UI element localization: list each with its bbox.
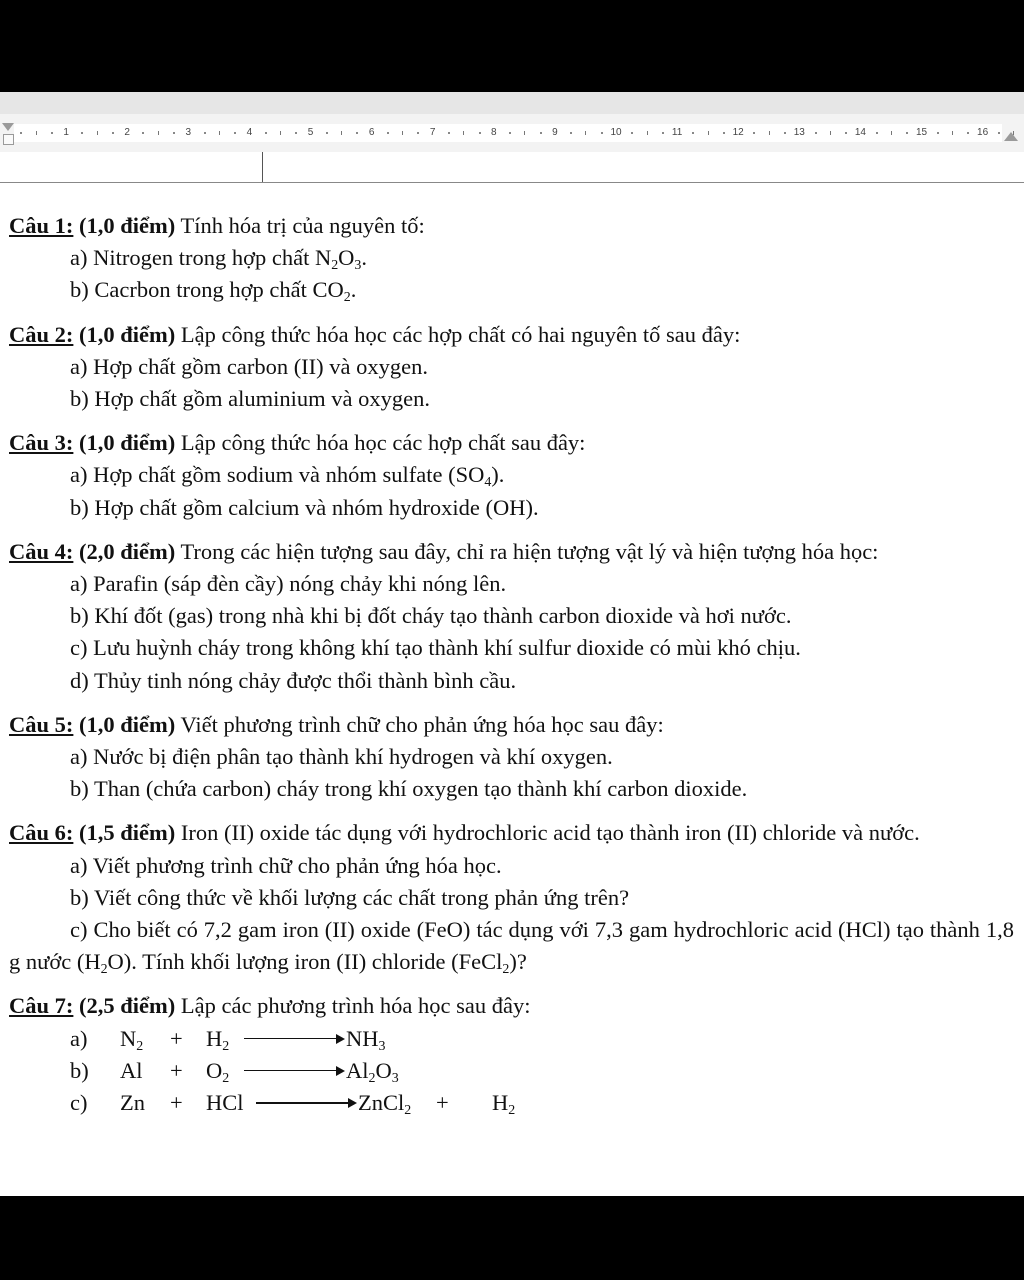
ruler-tick: [891, 131, 892, 135]
left-indent-marker-icon[interactable]: [3, 134, 14, 145]
ruler-dot: [112, 132, 114, 134]
ruler-dot: [295, 132, 297, 134]
question-text: Trong các hiện tượng sau đây, chỉ ra hiện tượng vật lý và hiện tượng hóa học:: [175, 538, 879, 564]
ruler-dot: [51, 132, 53, 134]
question-tag: Câu 6:: [9, 820, 74, 846]
reaction-arrow-icon: [254, 1093, 358, 1113]
list-item: a) Viết phương trình chữ cho phản ứng hóa học.: [70, 852, 502, 878]
horizontal-ruler[interactable]: [0, 114, 1024, 153]
ruler-tick: [341, 131, 342, 135]
ruler-dot: [753, 132, 755, 134]
ruler-tick: [1013, 131, 1014, 135]
ruler-dot: [81, 132, 83, 134]
question-text: Lập công thức hóa học các hợp chất sau đây:: [175, 430, 586, 456]
ruler-tick: [524, 131, 525, 135]
ruler-dot: [815, 132, 817, 134]
ruler-dot: [204, 132, 206, 134]
ruler-dot: [601, 132, 603, 134]
equation-b: b) Al + $O_2$ $Al_2O_3$: [70, 1057, 399, 1086]
question-3: [9, 427, 1014, 524]
ruler-dot: [20, 132, 22, 134]
ruler-number: 12: [732, 127, 744, 138]
list-item: b) Hợp chất gồm aluminium và oxygen.: [70, 386, 430, 412]
right-indent-marker-icon[interactable]: [1004, 132, 1018, 141]
question-tag: Câu 5:: [9, 711, 74, 737]
ruler-dot: [173, 132, 175, 134]
equation-c: c) Zn + HCl ZnCl$_2$ + $H_2$: [70, 1090, 516, 1118]
ruler-dot: [662, 132, 664, 134]
ruler-tick: [463, 131, 464, 135]
question-points: (2,0 điểm): [79, 538, 176, 564]
ruler-number: 6: [368, 127, 375, 138]
ruler-dot: [387, 132, 389, 134]
ruler-dot: [692, 132, 694, 134]
ruler-dot: [448, 132, 450, 134]
ruler-number: 2: [124, 127, 130, 138]
ruler-number: 11: [671, 127, 683, 138]
ruler-dot: [265, 132, 267, 134]
list-item: a) Nitrogen trong hợp chất $N_2O_3$.: [70, 245, 368, 274]
first-line-indent-marker-icon[interactable]: [2, 123, 14, 131]
ruler-dot: [631, 132, 633, 134]
ruler-number: 14: [854, 127, 866, 138]
question-points: (1,0 điểm): [79, 711, 176, 737]
ruler-dot: [998, 132, 1000, 134]
question-text: Iron (II) oxide tác dụng với hydrochloric acid tạo thành iron (II) chloride và nước.: [175, 820, 920, 846]
question-5: [9, 709, 1014, 806]
list-item: c) Lưu huỳnh cháy trong không khí tạo thành khí sulfur dioxide có mùi khó chịu.: [70, 635, 801, 661]
ruler-number: 5: [307, 127, 314, 138]
ruler-number: 8: [491, 127, 497, 138]
ruler-dot: [417, 132, 419, 134]
ruler-dot: [570, 132, 572, 134]
ruler-number: 9: [552, 127, 558, 138]
ruler-dot: [326, 132, 328, 134]
ruler-tick: [952, 131, 953, 135]
ruler-tick: [280, 131, 281, 135]
ruler-number: 3: [185, 127, 192, 138]
list-item: a) Nước bị điện phân tạo thành khí hydrogen và khí oxygen.: [70, 744, 613, 770]
question-text: Lập công thức hóa học các hợp chất có hai nguyên tố sau đây:: [175, 321, 741, 347]
list-item: b) Viết công thức về khối lượng các chất trong phản ứng trên?: [70, 884, 630, 910]
ruler-number: 4: [246, 127, 253, 138]
question-1: [9, 210, 1014, 307]
ruler-dot: [784, 132, 786, 134]
list-item: b) Than (chứa carbon) cháy trong khí oxygen tạo thành khí carbon dioxide.: [70, 776, 748, 802]
ruler-dot: [509, 132, 511, 134]
question-tag: Câu 3:: [9, 430, 74, 456]
ruler-tick: [36, 131, 37, 135]
ruler-dot: [234, 132, 236, 134]
question-6: [9, 817, 1014, 978]
question-tag: Câu 7:: [9, 993, 74, 1019]
list-item: b) Khí đốt (gas) trong nhà khi bị đốt cháy tạo thành carbon dioxide và hơi nước.: [70, 603, 792, 629]
question-7: [9, 990, 1014, 1119]
ruler-dot: [967, 132, 969, 134]
toolbar-strip: [0, 92, 1024, 114]
question-points: (1,0 điểm): [79, 430, 176, 456]
question-points: (1,5 điểm): [79, 820, 176, 846]
question-tag: Câu 2:: [9, 321, 74, 347]
reaction-arrow-icon: [242, 1029, 346, 1049]
ruler-number: 7: [429, 127, 436, 138]
ruler-dot: [142, 132, 144, 134]
equation-a: a) $N_2$ + $H_2$ $NH_3$: [70, 1025, 386, 1054]
ruler-dot: [356, 132, 358, 134]
document-body: [9, 210, 1014, 1119]
question-text: Lập các phương trình hóa học sau đây:: [175, 993, 531, 1019]
list-item: a) Parafin (sáp đèn cầy) nóng chảy khi nóng lên.: [70, 571, 507, 597]
ruler-tick: [708, 131, 709, 135]
ruler-number: 15: [915, 127, 928, 138]
question-tag: Câu 4:: [9, 538, 74, 564]
ruler-tick: [769, 131, 770, 135]
ruler-dot: [723, 132, 725, 134]
ruler-tick: [97, 131, 98, 135]
list-item: b) Hợp chất gồm calcium và nhóm hydroxide (OH).: [70, 494, 539, 520]
ruler-dot: [540, 132, 542, 134]
ruler-dot: [845, 132, 847, 134]
list-item: a) Hợp chất gồm carbon (II) và oxygen.: [70, 353, 429, 379]
ruler-tick: [402, 131, 403, 135]
ruler-band: [14, 124, 1002, 142]
list-item: a) Hợp chất gồm sodium và nhóm sulfate $(SO_4)$.: [70, 462, 505, 491]
ruler-tick: [830, 131, 831, 135]
question-points: (1,0 điểm): [79, 321, 176, 347]
header-rule: [262, 182, 1024, 183]
question-2: [9, 319, 1014, 416]
ruler-number: 16: [977, 127, 989, 138]
ruler-tick: [585, 131, 586, 135]
ruler-number: 1: [63, 127, 69, 138]
ruler-tick: [219, 131, 220, 135]
document-page[interactable]: [0, 152, 1024, 1196]
question-text: Viết phương trình chữ cho phản ứng hóa học sau đây:: [175, 711, 664, 737]
list-item: b) Cacrbon trong hợp chất $CO_2$.: [70, 277, 357, 306]
question-points: (1,0 điểm): [79, 213, 176, 238]
ruler-number: 13: [793, 127, 805, 138]
bottom-black-bar: [0, 1196, 1024, 1280]
ruler-tick: [647, 131, 648, 135]
top-black-bar: [0, 0, 1024, 92]
question-4: [9, 536, 1014, 697]
list-item: c) Cho biết có 7,2 gam iron (II) oxide (FeO) tác dụng với 7,3 gam hydrochloric acid (HCl) tạo thành 1,8 g nước $(H_2O)$. Tính khối lượng iron (II) chloride (FeCl$_2$)?: [9, 917, 1014, 978]
ruler-dot: [937, 132, 939, 134]
ruler-number: 10: [610, 127, 622, 138]
question-text: Tính hóa trị của nguyên tố:: [175, 213, 425, 238]
list-item: d) Thủy tinh nóng chảy được thổi thành bình cầu.: [70, 667, 517, 693]
question-points: (2,5 điểm): [79, 993, 176, 1019]
ruler-dot: [906, 132, 908, 134]
header-table-cell: [0, 152, 263, 183]
ruler-tick: [158, 131, 159, 135]
question-tag: Câu 1:: [9, 213, 74, 238]
ruler-dot: [876, 132, 878, 134]
reaction-arrow-icon: [242, 1061, 346, 1081]
ruler-dot: [479, 132, 481, 134]
